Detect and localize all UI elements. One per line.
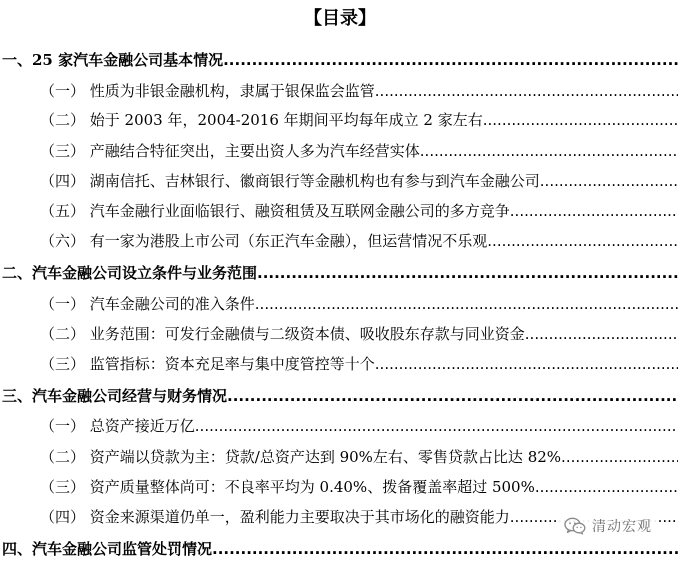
toc-item[interactable] <box>40 106 678 134</box>
dot-leader <box>540 167 678 195</box>
toc-item-label: （三） 产融结合特征突出，主要出资人多为汽车经营实体 <box>40 142 420 160</box>
dot-leader <box>510 197 678 225</box>
toc-item[interactable] <box>40 443 678 471</box>
toc-item[interactable] <box>40 77 678 105</box>
dot-leader <box>195 412 678 440</box>
dot-leader <box>525 320 678 348</box>
dot-leader <box>561 443 678 471</box>
toc-item-label: （二） 资产端以贷款为主：贷款/总资产达到 90%左右、零售贷款占比达 82% <box>40 448 562 466</box>
page-title: 【目录】 <box>304 8 376 29</box>
toc-item[interactable] <box>40 137 678 165</box>
dot-leader <box>223 46 678 74</box>
toc-item-label: （一） 汽车金融公司的准入条件 <box>40 295 255 313</box>
watermark-text: 清动宏观 <box>592 519 652 535</box>
toc-item[interactable] <box>40 227 678 255</box>
toc-item-label: （三） 资产质量整体尚可：不良率平均为 0.40%、拨备覆盖率超过 500% <box>40 478 535 496</box>
toc-section-1[interactable] <box>2 46 678 74</box>
toc-item-label: （一） 总资产接近万亿 <box>40 417 195 435</box>
toc-section-4[interactable] <box>2 535 678 563</box>
toc-item-label: （一） 性质为非银金融机构，隶属于银保监会监管 <box>40 82 375 100</box>
toc-section-label: 二、汽车金融公司设立条件与业务范围 <box>2 264 258 282</box>
toc-item-label: （二） 业务范围：可发行金融债与二级资本债、吸收股东存款与同业资金 <box>40 325 525 343</box>
toc-item[interactable] <box>40 350 678 378</box>
toc-section-2[interactable] <box>2 259 678 287</box>
toc-item-label: （五） 汽车金融行业面临银行、融资租赁及互联网金融公司的多方竞争 <box>40 202 510 220</box>
dot-leader <box>483 106 678 134</box>
watermark <box>558 514 658 538</box>
dot-leader <box>375 77 678 105</box>
toc-section-label: 一、25 家汽车金融公司基本情况 <box>2 51 224 69</box>
dot-leader <box>420 137 678 165</box>
dot-leader <box>212 535 678 563</box>
dot-leader <box>257 259 678 287</box>
dot-leader <box>535 473 678 501</box>
dot-leader <box>255 290 678 318</box>
toc-item-label: （三） 监管指标：资本充足率与集中度管控等十个 <box>40 355 375 373</box>
toc-section-3[interactable] <box>2 382 678 410</box>
toc-item[interactable] <box>40 320 678 348</box>
wechat-icon <box>564 517 586 535</box>
toc-item[interactable] <box>40 167 678 195</box>
toc-item-label: （二） 始于 2003 年，2004-2016 年期间平均每年成立 2 家左右 <box>40 111 483 129</box>
toc-item[interactable] <box>40 197 678 225</box>
dot-leader <box>227 382 678 410</box>
toc-item[interactable] <box>40 473 678 501</box>
toc-item[interactable] <box>40 412 678 440</box>
dot-leader <box>375 350 678 378</box>
toc-item-label: （四） 资金来源渠道仍单一，盈利能力主要取决于其市场化的融资能力 <box>40 508 510 526</box>
toc-section-label: 三、汽车金融公司经营与财务情况 <box>2 387 228 405</box>
toc-section-label: 四、汽车金融公司监管处罚情况 <box>2 540 213 558</box>
toc-item-label: （六） 有一家为港股上市公司（东正汽车金融），但运营情况不乐观 <box>40 232 488 250</box>
toc-item-label: （四） 湖南信托、吉林银行、徽商银行等金融机构也有参与到汽车金融公司 <box>40 172 540 190</box>
toc-item[interactable] <box>40 290 678 318</box>
dot-leader <box>487 227 678 255</box>
